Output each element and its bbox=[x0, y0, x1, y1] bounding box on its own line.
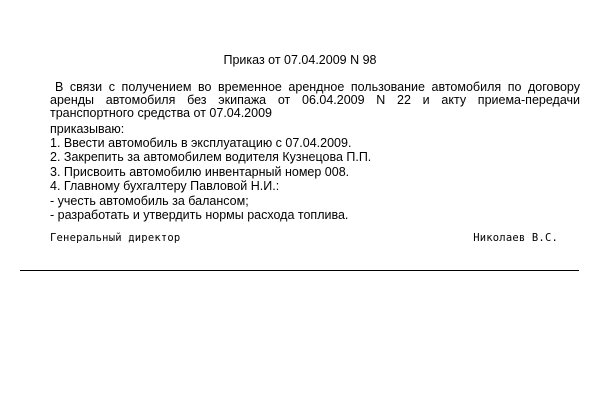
list-item: - учесть автомобиль за балансом; bbox=[50, 193, 249, 208]
list-item: - разработать и утвердить нормы расхода топлива. bbox=[50, 208, 349, 223]
list-item: 2. Закрепить за автомобилем водителя Кузнецова П.П. bbox=[50, 150, 372, 165]
document-title: Приказ от 07.04.2009 N 98 bbox=[223, 53, 377, 67]
signatory-name: Николаев В.С. bbox=[473, 232, 558, 244]
order-items-list bbox=[50, 136, 371, 222]
list-item: 1. Ввести автомобиль в эксплуатацию с 07.04.2009. bbox=[50, 136, 352, 150]
signatory-position: Генеральный директор bbox=[50, 232, 181, 244]
intro-paragraph: В связи с получением во временное арендное пользование автомобиля по договору аренды автомобиля без экипажа от 06.04.2009 N 22 и акту приема-передачи транспортного средства от 07.04.2009 bbox=[50, 80, 580, 120]
list-item: 3. Присвоить автомобилю инвентарный номер 008. bbox=[50, 164, 350, 179]
horizontal-divider bbox=[20, 270, 579, 271]
list-item: 4. Главному бухгалтеру Павловой Н.И.: bbox=[50, 179, 280, 194]
order-word: приказываю: bbox=[50, 122, 125, 136]
